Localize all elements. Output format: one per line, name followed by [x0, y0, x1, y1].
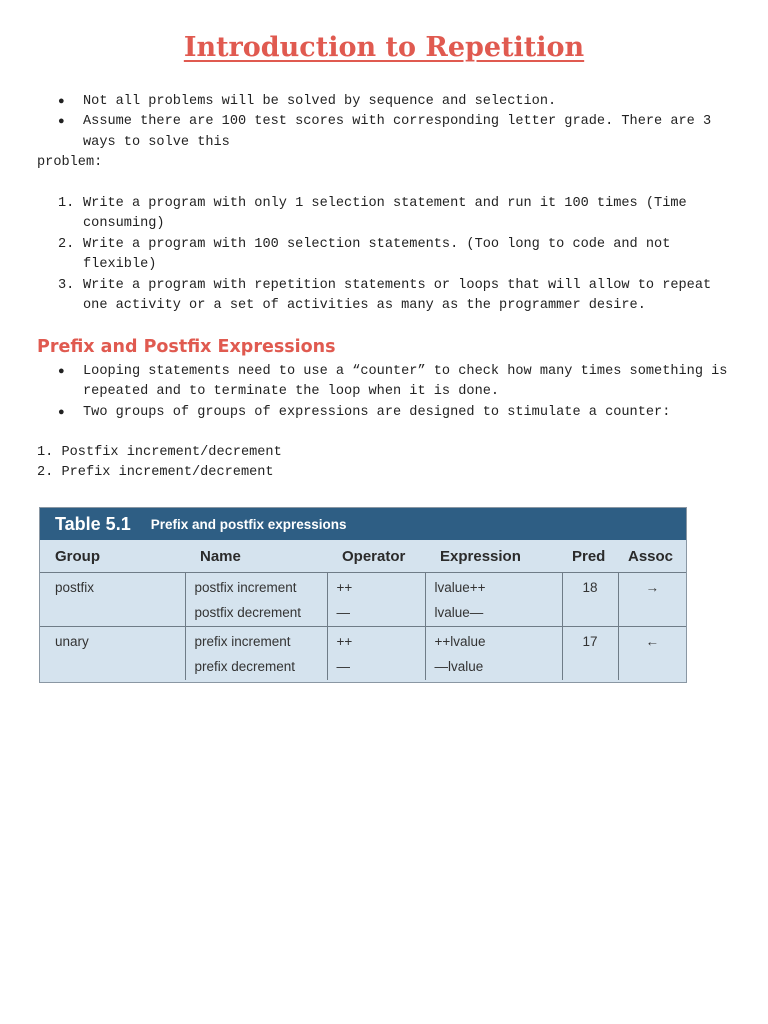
cell-operator: [327, 627, 425, 681]
name-line: prefix decrement: [194, 659, 296, 674]
intro-bullet-2: ● Assume there are 100 test scores with corresponding letter grade. There are 3 ways to solve this: [58, 112, 738, 153]
cell-assoc: →: [618, 573, 686, 627]
intro-bullet-1: ● Not all problems will be solved by sequence and selection.: [58, 92, 738, 112]
cell-group: unary: [40, 627, 185, 681]
cell-assoc: ←: [618, 627, 686, 681]
cell-pred: 17: [562, 627, 618, 681]
column-header-expression: Expression: [425, 540, 562, 573]
way-item-3: [58, 276, 738, 317]
operator-line: —: [336, 605, 350, 620]
operator-line: —: [336, 659, 350, 674]
way-number-3: 3.: [58, 277, 75, 293]
page-title: Introduction to Repetition: [183, 32, 585, 63]
column-header-operator: Operator: [327, 540, 425, 573]
cell-pred: 18: [562, 573, 618, 627]
cell-group: postfix: [40, 573, 185, 627]
groups-list-item-2: 2. Prefix increment/decrement: [37, 465, 274, 480]
table-row: [40, 573, 686, 627]
way-text-3: Write a program with repetition statements or loops that will allow to repeat one activity or a set of activities as many as the programmer desire.: [83, 277, 712, 314]
expression-line: ++lvalue: [434, 634, 486, 649]
ways-list: [58, 194, 738, 316]
section-bullet-2: ● Two groups of groups of expressions are designed to stimulate a counter:: [58, 403, 738, 423]
way-text-1: Write a program with only 1 selection statement and run it 100 times (Time consuming): [83, 196, 687, 232]
cell-name: [185, 627, 327, 681]
column-header-name: Name: [185, 540, 327, 573]
cell-expression: [425, 573, 562, 627]
problem-label: problem:: [37, 155, 103, 170]
way-item-2: [58, 235, 738, 276]
way-text-2: Write a program with 100 selection statements. (Too long to code and not flexible): [83, 236, 671, 273]
expression-line: lvalue—: [434, 605, 484, 620]
name-line: postfix decrement: [194, 605, 302, 620]
table-number: Table 5.1: [55, 513, 131, 534]
intro-bullet-list: [58, 92, 738, 153]
section-heading: Prefix and Postfix Expressions: [37, 337, 336, 357]
expression-line: lvalue++: [434, 580, 486, 595]
column-header-pred: Pred: [562, 540, 618, 573]
cell-name: [185, 573, 327, 627]
cell-operator: [327, 573, 425, 627]
way-item-1: [58, 194, 738, 235]
expression-line: —lvalue: [434, 659, 484, 674]
column-header-group: Group: [40, 540, 185, 573]
table-grid: [40, 540, 686, 680]
way-number-2: 2.: [58, 236, 75, 252]
name-line: postfix increment: [194, 580, 297, 595]
table-header-row: [40, 540, 686, 573]
cell-expression: [425, 627, 562, 681]
column-header-assoc: Assoc: [618, 540, 686, 573]
table-caption: Prefix and postfix expressions: [150, 516, 347, 532]
way-number-1: 1.: [58, 196, 75, 211]
section-bullet-list: [58, 362, 738, 423]
table-title-bar: [40, 508, 686, 540]
expressions-table: [39, 507, 687, 683]
operator-line: ++: [336, 580, 353, 595]
operator-line: ++: [336, 634, 353, 649]
table-row: [40, 627, 686, 681]
section-bullet-1: ● Looping statements need to use a “counter” to check how many times something is repeated and to terminate the loop when it is done.: [58, 362, 738, 403]
name-line: prefix increment: [194, 634, 291, 649]
groups-list-item-1: 1. Postfix increment/decrement: [37, 445, 282, 460]
